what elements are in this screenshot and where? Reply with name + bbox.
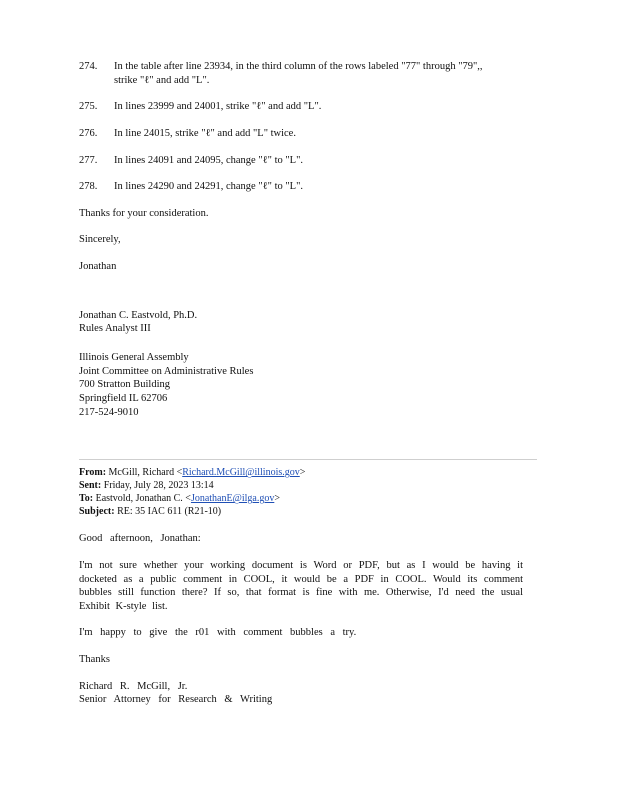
amendment-text: In line 24015, strike "ℓ" and add "L" twice. [114,127,296,139]
signature-committee: Joint Committee on Administrative Rules [79,365,254,377]
closing-sincerely: Sincerely, [79,234,121,246]
amendment-text: In lines 24091 and 24095, change "ℓ" to "L". [114,154,303,166]
amendment-item-277 [79,154,539,168]
email-from-row: From: McGill, Richard <Richard.McGill@illinois.gov> [79,467,306,479]
email-from-address-link[interactable]: Richard.McGill@illinois.gov [182,467,300,479]
amendment-text: In the table after line 23934, in the third column of the rows labeled "77" through "79",, [114,61,483,72]
email-to-label: To: [79,493,94,505]
email-subject-value: RE: 35 IAC 611 (R21-10) [117,506,222,518]
closing-thanks: Thanks for your consideration. [79,207,209,219]
email-subject-row [79,505,539,518]
email-divider [79,459,537,460]
email-sent-label: Sent: [79,480,102,492]
email-greeting: Good afternoon, Jonathan: [79,533,201,545]
email-thanks: Thanks [79,654,110,666]
signature-address-1: 700 Stratton Building [79,379,171,391]
signature-org: Illinois General Assembly [79,352,189,364]
signature-phone: 217-524-9010 [79,406,139,418]
email-subject-label: Subject: [79,506,115,518]
email-paragraph-1: I'm not sure whether your working document is Word or PDF, but as I would be having it docketed as a public comment in COOL, it would be a PDF in COOL. Would its comment bubbles still function there? If so, that format is fine with me. Otherwise, I'd need the usual Exhibit K-style list. [79,559,523,612]
amendment-item-276 [79,127,539,141]
signature-address-2: Springfield IL 62706 [79,392,168,404]
email-paragraph-2: I'm happy to give the r01 with comment bubbles a try. [79,627,357,639]
amendment-list [79,60,539,194]
amendment-text: In lines 23999 and 24001, strike "ℓ" and add "L". [114,101,322,113]
signature-name: Jonathan C. Eastvold, Ph.D. [79,309,198,321]
amendment-item-274 [79,60,539,87]
amendment-number: 274. [79,61,98,72]
amendment-number: 278. [79,181,98,193]
email-to-row: To: Eastvold, Jonathan C. <JonathanE@ilga.gov> [79,493,280,505]
email-sent-value: Friday, July 28, 2023 13:14 [103,480,214,492]
email-body [79,532,539,707]
amendment-item-278 [79,180,539,194]
email-signature-name: Richard R. McGill, Jr. [79,680,188,692]
document-page [79,60,539,707]
amendment-number: 275. [79,101,98,113]
closing-first-name: Jonathan [79,261,117,273]
amendment-number: 276. [79,127,98,139]
email-from-name: McGill, Richard < [108,467,183,479]
email-sent-row [79,479,539,492]
email-to-name: Eastvold, Jonathan C. < [95,493,191,505]
amendment-item-275 [79,100,539,114]
signature-title: Rules Analyst III [79,323,151,335]
amendment-text-cont: strike "ℓ" and add "L". [114,74,210,86]
signature-block [79,309,539,419]
email-header [79,466,539,518]
email-signature-title: Senior Attorney for Research & Writing [79,694,273,706]
email-to-address-link[interactable]: JonathanE@ilga.gov [190,493,275,505]
amendment-number: 277. [79,154,98,166]
amendment-text: In lines 24290 and 24291, change "ℓ" to "L". [114,181,303,193]
email-from-label: From: [79,467,107,479]
